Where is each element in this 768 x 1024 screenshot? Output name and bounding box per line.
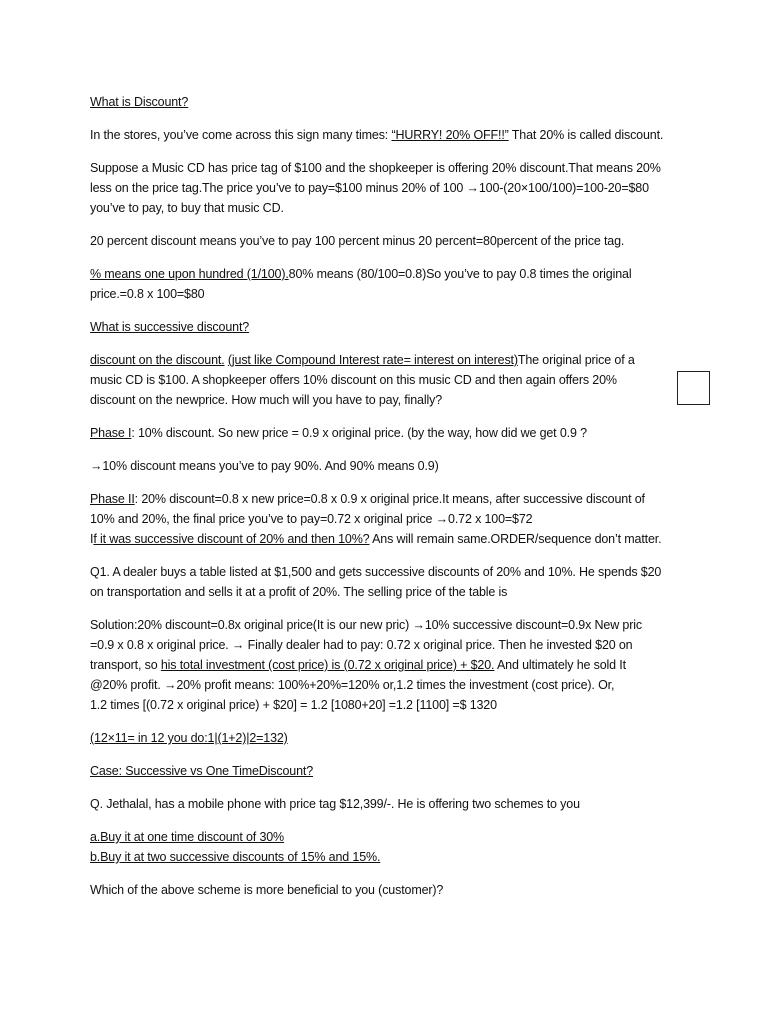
percent-meaning-underlined: % means one upon hundred (1/100).	[90, 267, 289, 281]
sign-text-pre: In the stores, you’ve come across this sign many times:	[90, 128, 392, 142]
case-heading-text: Case: Successive vs One TimeDiscount?	[90, 764, 314, 778]
question-1-line-1: Q1. A dealer buys a table listed at $1,500 and gets successive discounts of 20% and 10%. He spends $20	[90, 565, 662, 579]
options-paragraph	[90, 827, 690, 867]
solution-line-1: Solution:20% discount=0.8x original price(It is our new pric) →10% successive discount=0.9x New pric	[90, 618, 642, 632]
which-scheme-text: Which of the above scheme is more beneficial to you (customer)?	[90, 883, 444, 897]
solution-line-5: 1.2 times [(0.72 x original price) + $20] = 1.2 [1080+20] =1.2 [1100] =$ 1320	[90, 698, 497, 712]
option-a: a.Buy it at one time discount of 30%	[90, 830, 285, 844]
phase-2-line-3-post: Ans will remain same.ORDER/sequence don’t matter.	[369, 532, 662, 546]
phase-2-line-3-pre: I	[90, 532, 94, 546]
phase-2-line-3-underlined: f it was successive discount of 20% and then 10%?	[93, 532, 370, 546]
successive-line-2: music CD is $100. A shopkeeper offers 10% discount on this music CD and then again offers 20%	[90, 373, 617, 387]
compound-interest-note: (just like Compound Interest rate= interest on interest)	[227, 353, 518, 367]
solution-line-3-underlined: his total investment (cost price) is (0.72 x original price) + $20.	[160, 658, 495, 672]
sign-paragraph	[90, 125, 690, 145]
cd-example-paragraph	[90, 158, 690, 218]
sign-quote: “HURRY! 20% OFF!!”	[391, 128, 509, 142]
phase-1-text: : 10% discount. So new price = 0.9 x original price. (by the way, how did we get 0.9 ?	[131, 426, 587, 440]
option-b: b.Buy it at two successive discounts of 15% and 15%.	[90, 850, 381, 864]
successive-heading	[90, 317, 690, 337]
document-body	[90, 92, 690, 913]
solution-line-4: @20% profit. →20% profit means: 100%+20%=120% or,1.2 times the investment (cost price). Or,	[90, 678, 615, 692]
multiplication-trick-text: (12×11= in 12 you do:1|(1+2)|2=132)	[90, 731, 288, 745]
discount-heading-text: What is Discount?	[90, 95, 189, 109]
jethalal-question-text: Q. Jethalal, has a mobile phone with price tag $12,399/-. He is offering two schemes to you	[90, 797, 580, 811]
successive-heading-text: What is successive discount?	[90, 320, 250, 334]
cd-line-3: you’ve to pay, to buy that music CD.	[90, 201, 284, 215]
empty-box	[677, 371, 710, 405]
discount-heading	[90, 92, 690, 112]
arrow-paragraph	[90, 456, 690, 476]
arrow-text: →10% discount means you’ve to pay 90%. And 90% means 0.9)	[90, 459, 439, 473]
percent-meaning-paragraph	[90, 264, 690, 304]
twenty-percent-text: 20 percent discount means you’ve to pay 100 percent minus 20 percent=80percent of the price tag.	[90, 234, 625, 248]
solution-line-3-post: And ultimately he sold It	[494, 658, 626, 672]
multiplication-trick-paragraph	[90, 728, 690, 748]
phase-2-line-2: 10% and 20%, the final price you’ve to pay=0.72 x original price →0.72 x 100=$72	[90, 512, 533, 526]
sign-text-post: That 20% is called discount.	[508, 128, 664, 142]
solution-line-2: =0.9 x 0.8 x original price. → Finally dealer had to pay: 0.72 x original price. Then he invested $20 on	[90, 638, 633, 652]
which-scheme-paragraph	[90, 880, 690, 900]
case-heading	[90, 761, 690, 781]
solution-paragraph	[90, 615, 690, 715]
twenty-percent-paragraph	[90, 231, 690, 251]
phase-1-paragraph	[90, 423, 690, 443]
solution-line-3-pre: transport, so	[90, 658, 161, 672]
successive-definition: discount on the discount.	[90, 353, 225, 367]
cd-line-2: less on the price tag.The price you’ve to pay=$100 minus 20% of 100 →100-(20×100/100)=100-20=$80	[90, 181, 649, 195]
phase-2-label: Phase II	[90, 492, 135, 506]
phase-2-paragraph	[90, 489, 690, 549]
successive-rest: The original price of a	[517, 353, 635, 367]
successive-line-3: discount on the newprice. How much will you have to pay, finally?	[90, 393, 443, 407]
cd-line-1: Suppose a Music CD has price tag of $100 and the shopkeeper is offering 20% discount.That means 20%	[90, 161, 661, 175]
phase-2-text: : 20% discount=0.8 x new price=0.8 x 0.9 x original price.It means, after successive discount of	[134, 492, 645, 506]
jethalal-question-paragraph	[90, 794, 690, 814]
question-1-line-2: on transportation and sells it at a profit of 20%. The selling price of the table is	[90, 585, 508, 599]
question-1-paragraph	[90, 562, 690, 602]
percent-meaning-line-2: price.=0.8 x 100=$80	[90, 287, 205, 301]
phase-1-label: Phase I	[90, 426, 132, 440]
percent-meaning-rest: 80% means (80/100=0.8)So you’ve to pay 0.8 times the original	[288, 267, 632, 281]
successive-paragraph	[90, 350, 690, 410]
